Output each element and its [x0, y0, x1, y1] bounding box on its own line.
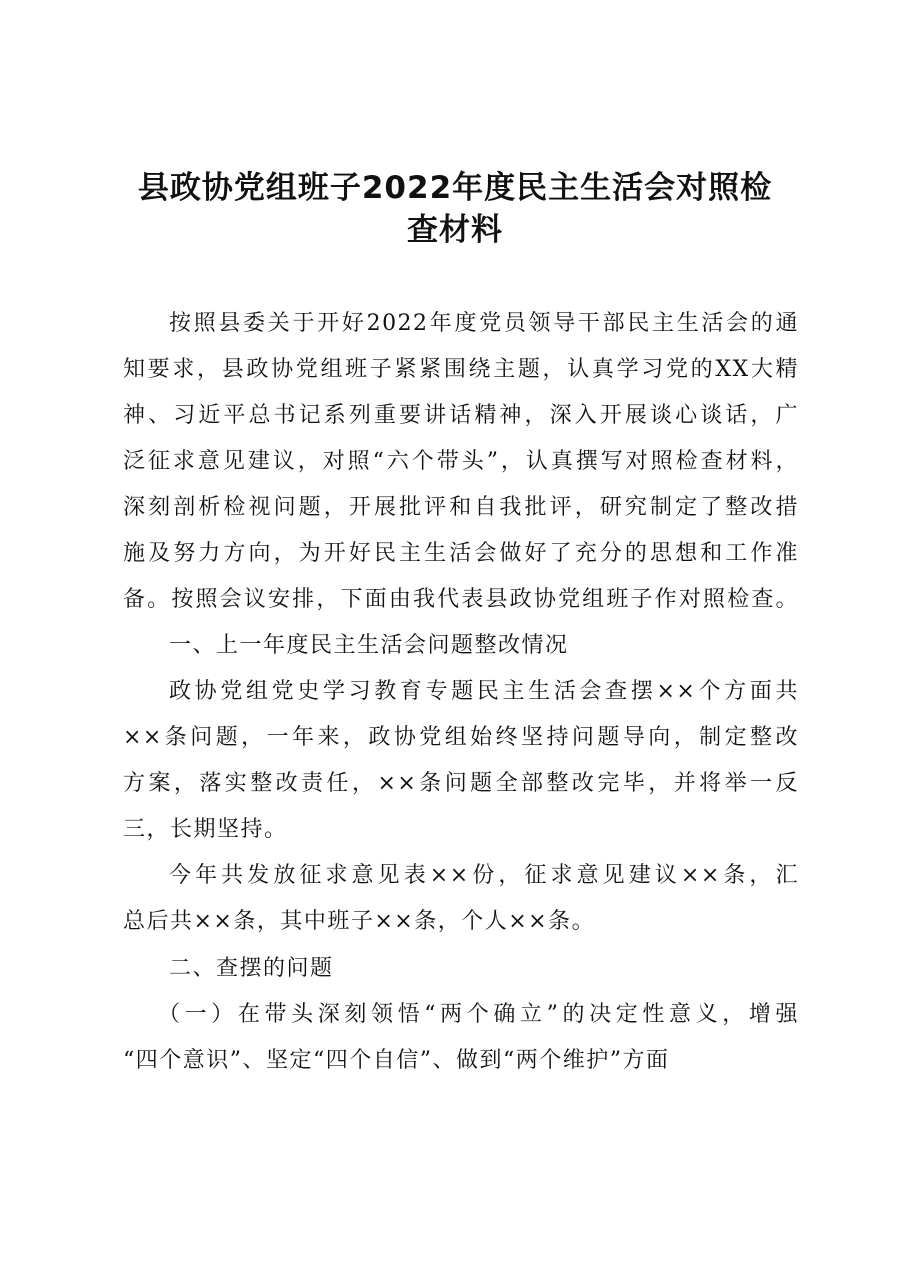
section-heading-1: 一、上一年度民主生活会问题整改情况 [169, 633, 569, 658]
document-title-line-2: 查材料 [407, 212, 503, 248]
paragraph-1-line-2: 知要求，县政协党组班子紧紧围绕主题，认真学习党的XX大精 [123, 357, 799, 382]
paragraph-1-line-3: 神、习近平总书记系列重要讲话精神，深入开展谈心谈话，广 [123, 403, 799, 428]
paragraph-1-line-6: 施及努力方向，为开好民主生活会做好了充分的思想和工作准 [123, 541, 799, 566]
paragraph-2-line-3: 方案，落实整改责任，××条问题全部整改完毕，并将举一反 [123, 771, 799, 796]
paragraph-1-line-5: 深刻剖析检视问题，开展批评和自我批评，研究制定了整改措 [123, 495, 799, 520]
subsection-heading-1-line-2: “四个意识”、坚定“四个自信”、做到“两个维护”方面 [123, 1048, 670, 1073]
paragraph-1-line-7: 备。按照会议安排，下面由我代表县政协党组班子作对照检查。 [123, 587, 799, 612]
paragraph-2-line-4: 三，长期坚持。 [123, 817, 288, 842]
subsection-heading-1-line-1: （一）在带头深刻领悟“两个确立”的决定性意义，增强 [158, 1002, 799, 1027]
paragraph-2-line-1: 政协党组党史学习教育专题民主生活会查摆××个方面共 [169, 679, 799, 704]
document-title-line-1: 县政协党组班子2022年度民主生活会对照检 [137, 170, 773, 206]
paragraph-3-line-2: 总后共××条，其中班子××条，个人××条。 [123, 909, 596, 934]
paragraph-3-line-1: 今年共发放征求意见表××份，征求意见建议××条，汇 [169, 863, 799, 888]
paragraph-2-line-2: ××条问题，一年来，政协党组始终坚持问题导向，制定整改 [123, 725, 799, 750]
section-heading-2: 二、查摆的问题 [169, 956, 334, 981]
paragraph-1-line-1: 按照县委关于开好2022年度党员领导干部民主生活会的通 [169, 311, 799, 336]
paragraph-1-line-4: 泛征求意见建议，对照“六个带头”，认真撰写对照检查材料， [123, 449, 799, 474]
